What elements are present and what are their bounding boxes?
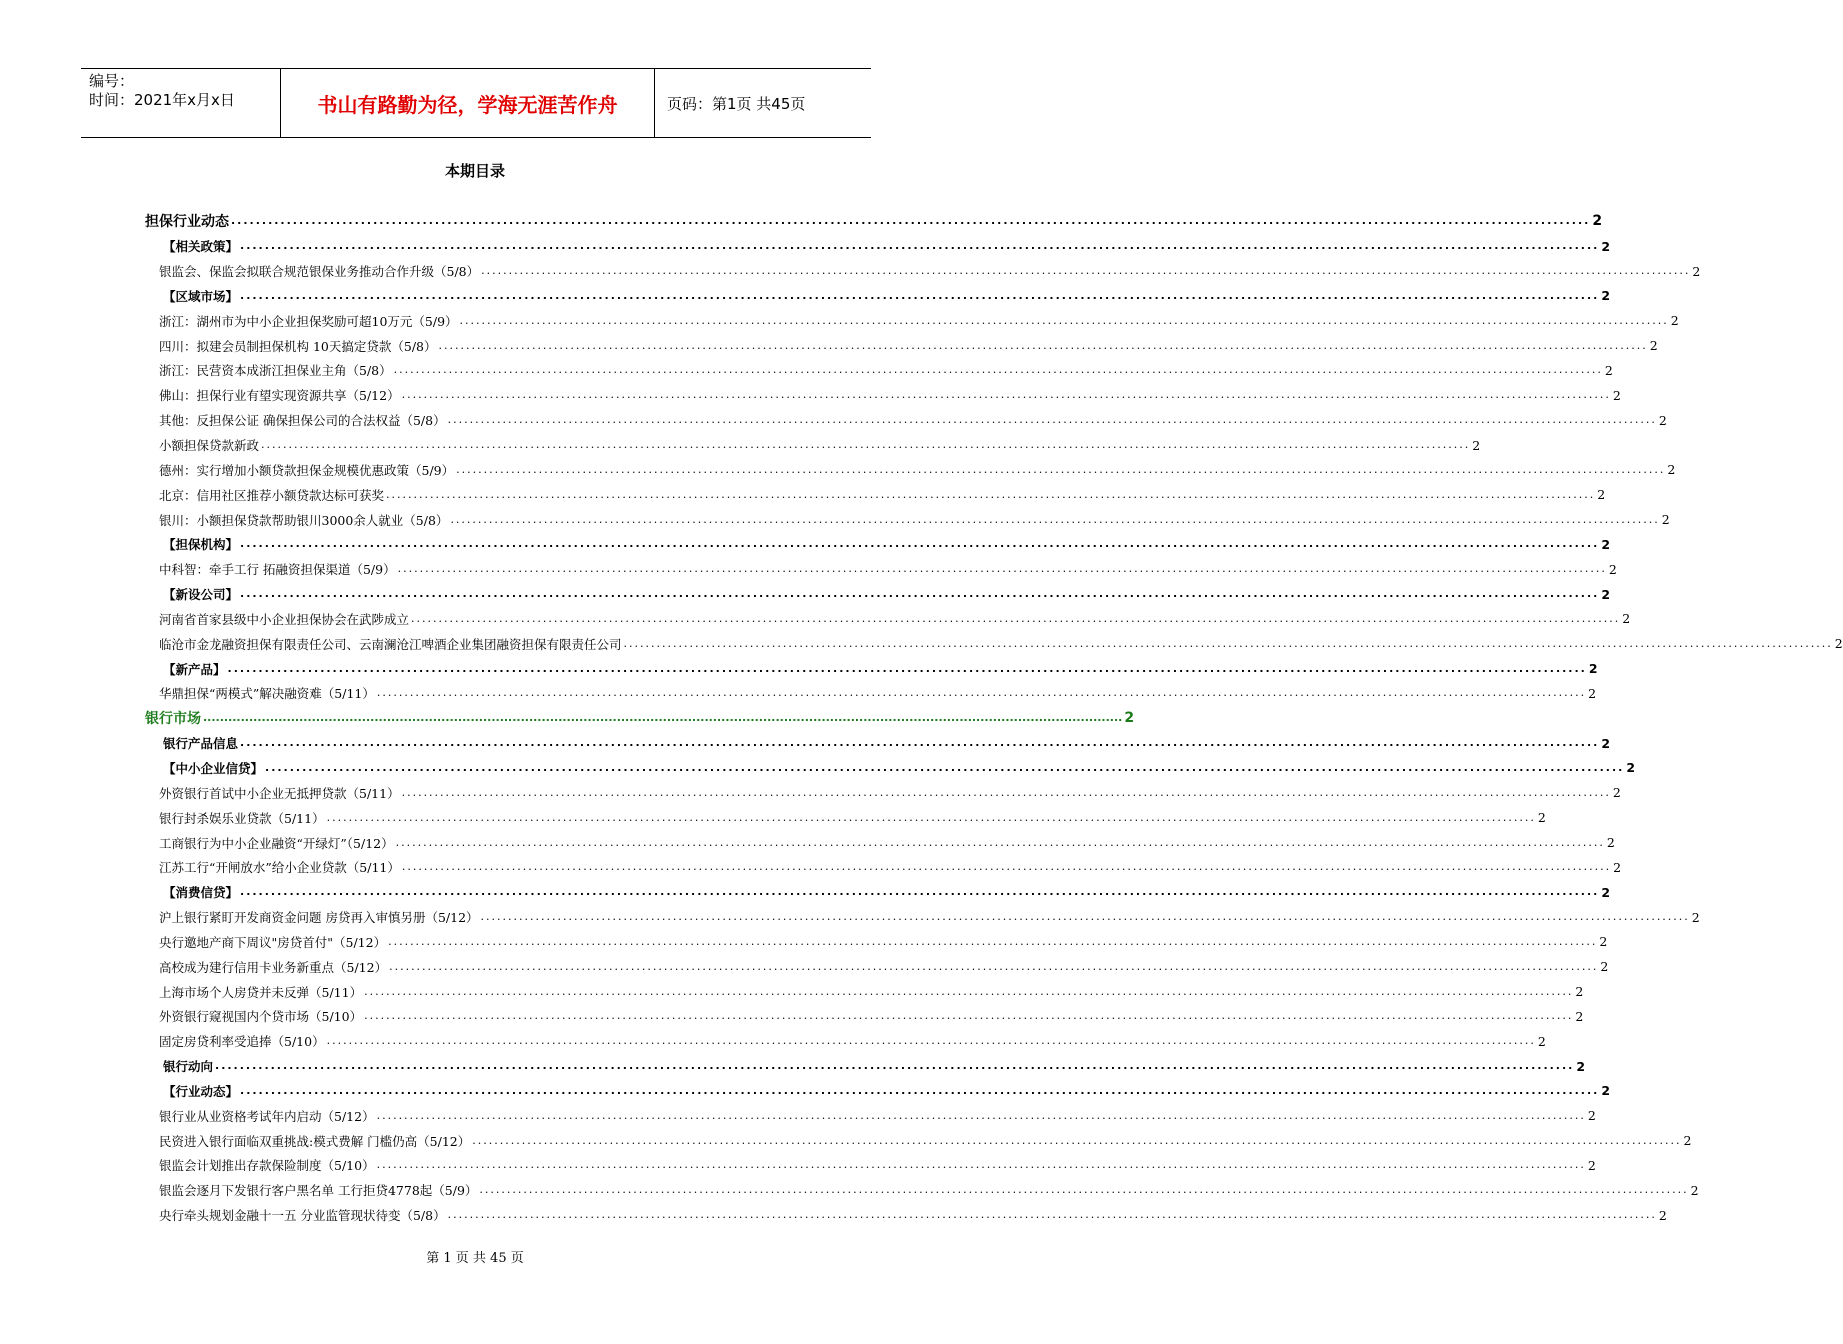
toc-leader-dots: ............................................................................................................................................................................................................................ (456, 462, 1666, 476)
toc-entry[interactable] (145, 482, 1606, 507)
toc-entry-title: 其他：反担保公证 确保担保公司的合法权益（5/8） (159, 413, 446, 429)
toc-entry[interactable] (145, 308, 1679, 333)
toc-entry-title: 浙江：湖州市为中小企业担保奖励可超10万元（5/9） (159, 313, 458, 329)
page-footer: 第 1 页 共 45 页 (426, 1251, 524, 1266)
toc-entry[interactable] (145, 756, 1636, 781)
toc-entry-page: 2 (1472, 437, 1481, 453)
toc-entry-page: 2 (1608, 561, 1617, 577)
toc-entry-page: 2 (1690, 1182, 1699, 1198)
toc-entry[interactable] (145, 284, 1611, 309)
toc-entry-page: 2 (1537, 1033, 1546, 1049)
toc-entry[interactable] (145, 1128, 1692, 1153)
toc-leader-dots: ............................................................................................................................................................................................................................ (227, 661, 1587, 675)
toc-entry-title: 固定房贷利率受追捧（5/10） (159, 1034, 325, 1050)
toc-entry[interactable] (145, 557, 1617, 582)
toc-entry-page: 2 (1601, 288, 1611, 304)
toc-leader-dots: ............................................................................................................................................................................................................................ (450, 512, 1660, 526)
serial-number-label: 编号： (89, 72, 135, 90)
toc-entry[interactable] (145, 433, 1481, 458)
toc-entry[interactable] (145, 383, 1621, 408)
header-page-info: 页码：第1页 共45页 (667, 94, 806, 113)
toc-entry[interactable] (145, 731, 1611, 756)
toc-leader-dots: ............................................................................................................................................................................................................................ (479, 1183, 1689, 1197)
toc-entry-page: 2 (1834, 636, 1843, 652)
toc-leader-dots: ............................................................................................................................................................................................................................ (364, 984, 1574, 998)
toc-leader-dots: ............................................................................................................................................................................................................................ (472, 1133, 1682, 1147)
toc-entry[interactable] (145, 905, 1700, 930)
toc-leader-dots: ............................................................................................................................................................................................................................ (240, 239, 1600, 253)
toc-leader-dots: ............................................................................................................................................................................................................................ (265, 760, 1625, 774)
toc-leader-dots: ............................................................................................................................................................................................................................ (326, 810, 1536, 824)
toc-leader-dots: ............................................................................................................................................................................................................................ (481, 264, 1691, 278)
toc-entry[interactable] (145, 532, 1611, 557)
toc-entry[interactable] (145, 805, 1546, 830)
table-of-contents (145, 209, 1843, 1228)
toc-leader-dots: ............................................................................................................................................................................................................................ (397, 562, 1607, 576)
toc-entry-page: 2 (1649, 338, 1658, 354)
header-slogan: 书山有路勤为径，学海无涯苦作舟 (281, 69, 655, 137)
toc-entry-title: 【区域市场】 (163, 288, 239, 304)
toc-entry-title: 银川：小额担保贷款帮助银川3000余人就业（5/8） (159, 512, 449, 528)
toc-entry-page: 2 (1606, 835, 1615, 851)
toc-entry-page: 2 (1587, 1157, 1596, 1173)
toc-entry[interactable] (145, 979, 1584, 1004)
toc-entry-title: 中科智：牵手工行 拓融资担保渠道（5/9） (159, 562, 396, 578)
toc-leader-dots: ............................................................................................................................................................................................................................ (438, 338, 1648, 352)
toc-entry-page: 2 (1626, 760, 1636, 776)
toc-entry-title: 银监会逐月下发银行客户黑名单 工行拒贷4778起（5/9） (159, 1183, 478, 1199)
toc-entry-title: 高校成为建行信用卡业务新重点（5/12） (159, 959, 388, 975)
toc-entry-page: 2 (1597, 487, 1606, 503)
toc-leader-dots: ............................................................................................................................................................................................................................ (401, 785, 1611, 799)
toc-entry[interactable] (145, 780, 1621, 805)
toc-entry-page: 2 (1601, 238, 1611, 254)
toc-entry[interactable] (145, 234, 1611, 259)
toc-entry-page: 2 (1600, 959, 1609, 975)
toc-entry-title: 华鼎担保“两模式”解决融资难（5/11） (159, 686, 375, 702)
toc-entry-title: 银行业从业资格考试年内启动（5/12） (159, 1108, 375, 1124)
toc-leader-dots: ............................................................................................................................................................................................................................ (231, 214, 1591, 228)
toc-entry[interactable] (145, 408, 1667, 433)
toc-leader-dots: ............................................................................................................................................................................................................................ (240, 1083, 1600, 1097)
toc-leader-dots: ............................................................................................................................................................................................................................ (261, 438, 1471, 452)
toc-entry-title: 【消费信贷】 (163, 885, 239, 901)
toc-leader-dots: ............................................................................................................................................................................................................................ (215, 1059, 1575, 1073)
toc-leader-dots: ............................................................................................................................................................................................................................ (411, 611, 1621, 625)
toc-entry-page: 2 (1658, 412, 1667, 428)
toc-leader-dots: ............................................................................................................................................................................................................................ (459, 313, 1669, 327)
toc-leader-dots: ............................................................................................................................................................................................................................ (401, 860, 1612, 874)
toc-entry-title: 银行动向 (163, 1059, 214, 1075)
toc-entry-page: 2 (1601, 735, 1611, 751)
toc-entry[interactable] (145, 830, 1615, 855)
toc-entry[interactable] (145, 1079, 1611, 1104)
toc-entry[interactable] (145, 954, 1609, 979)
toc-entry-page: 2 (1592, 213, 1603, 230)
toc-entry-page: 2 (1658, 1207, 1667, 1223)
toc-entry-page: 2 (1601, 884, 1611, 900)
toc-entry[interactable] (145, 209, 1603, 234)
toc-entry-title: 民资进入银行面临双重挑战:模式费解 门槛仍高（5/12） (159, 1133, 471, 1149)
toc-entry-title: 四川：拟建会员制担保机构 10天搞定贷款（5/8） (159, 338, 437, 354)
toc-entry-title: 外资银行窥视国内个贷市场（5/10） (159, 1009, 363, 1025)
toc-entry-title: 佛山：担保行业有望实现资源共享（5/12） (159, 388, 400, 404)
toc-entry[interactable] (145, 607, 1631, 632)
toc-entry-page: 2 (1604, 362, 1613, 378)
toc-entry-title: 银行市场 (145, 711, 201, 728)
toc-entry[interactable] (145, 259, 1701, 284)
toc-entry-title: 银行产品信息 (163, 736, 239, 752)
toc-leader-dots: ............................................................................................................................................................................................................................ (376, 1158, 1586, 1172)
toc-leader-dots: ............................................................................................................................................................................................................................ (376, 1108, 1586, 1122)
toc-entry[interactable] (145, 929, 1608, 954)
toc-entry[interactable] (145, 1054, 1586, 1079)
toc-leader-dots: ............................................................................................................................................................................................................................ (388, 934, 1598, 948)
toc-entry-page: 2 (1601, 1083, 1611, 1099)
toc-leader-dots: ............................................................................................................................................................................................................................ (240, 288, 1600, 302)
toc-entry-title: 工商银行为中小企业融资“开绿灯”（5/12） (159, 835, 394, 851)
date-label: 时间：2021年x月x日 (89, 91, 235, 109)
toc-entry[interactable] (145, 457, 1676, 482)
toc-entry-title: 小额担保贷款新政 (159, 438, 260, 454)
toc-entry-page: 2 (1601, 536, 1611, 552)
toc-leader-dots: ............................................................................................................................................................................................................................ (623, 636, 1833, 650)
page-header (81, 68, 871, 138)
toc-entry-title: 外资银行首试中小企业无抵押贷款（5/11） (159, 785, 400, 801)
toc-entry-title: 河南省首家县级中小企业担保协会在武陟成立 (159, 611, 410, 627)
toc-leader-dots: ............................................................................................................................................................................................................................ (393, 363, 1603, 377)
toc-entry-page: 2 (1683, 1133, 1692, 1149)
toc-entry[interactable] (145, 1203, 1667, 1228)
toc-leader-dots: ............................................................................................................................................................................................................................ (364, 1009, 1574, 1023)
toc-entry-page: 2 (1612, 785, 1621, 801)
toc-entry-page: 2 (1692, 263, 1701, 279)
toc-leader-dots: ............................................................................................................................................................................................................................ (447, 1208, 1657, 1222)
toc-entry[interactable] (145, 333, 1658, 358)
toc-entry-title: 临沧市金龙融资担保有限责任公司、云南澜沧江啤酒企业集团融资担保有限责任公司 (159, 636, 622, 652)
toc-entry-title: 德州：实行增加小额贷款担保金规模优惠政策（5/9） (159, 462, 455, 478)
toc-entry-page: 2 (1612, 387, 1621, 403)
toc-entry-title: 【中小企业信贷】 (163, 760, 264, 776)
toc-leader-dots: ............................................................................................................................................................................................................................ (401, 388, 1611, 402)
toc-leader-dots: ............................................................................................................................................................................................................................ (203, 711, 1123, 725)
toc-entry[interactable] (145, 1029, 1546, 1054)
toc-leader-dots: ............................................................................................................................................................................................................................ (480, 910, 1690, 924)
toc-leader-dots: ............................................................................................................................................................................................................................ (240, 587, 1600, 601)
toc-entry-title: 上海市场个人房贷并未反弹（5/11） (159, 984, 363, 1000)
toc-entry-title: 银行封杀娱乐业贷款（5/11） (159, 810, 325, 826)
toc-entry[interactable] (145, 656, 1598, 681)
toc-entry-page: 2 (1599, 934, 1608, 950)
toc-leader-dots: ............................................................................................................................................................................................................................ (240, 885, 1600, 899)
toc-entry-title: 【行业动态】 (163, 1083, 239, 1099)
toc-entry[interactable] (145, 880, 1611, 905)
toc-entry-page: 2 (1661, 512, 1670, 528)
toc-entry-page: 2 (1667, 462, 1676, 478)
header-meta (81, 69, 281, 137)
toc-entry-page: 2 (1622, 611, 1631, 627)
toc-entry[interactable] (145, 1178, 1699, 1203)
toc-leader-dots: ............................................................................................................................................................................................................................ (386, 487, 1596, 501)
toc-entry[interactable] (145, 631, 1843, 656)
toc-leader-dots: ............................................................................................................................................................................................................................ (240, 736, 1600, 750)
toc-entry[interactable] (145, 681, 1597, 706)
toc-leader-dots: ............................................................................................................................................................................................................................ (447, 413, 1657, 427)
toc-entry[interactable] (145, 507, 1670, 532)
toc-entry[interactable] (145, 1103, 1596, 1128)
toc-entry[interactable] (145, 706, 1135, 731)
toc-entry-title: 【新设公司】 (163, 587, 239, 603)
toc-entry-title: 北京：信用社区推荐小额贷款达标可获奖 (159, 487, 385, 503)
toc-entry-title: 央行牵头规划金融十一五 分业监管现状待变（5/8） (159, 1208, 446, 1224)
toc-entry-title: 担保行业动态 (145, 214, 229, 231)
toc-entry-page: 2 (1588, 661, 1598, 677)
toc-entry-title: 江苏工行“开闸放水”给小企业贷款（5/11） (159, 860, 400, 876)
toc-leader-dots: ............................................................................................................................................................................................................................ (389, 959, 1599, 973)
toc-entry-page: 2 (1670, 313, 1679, 329)
toc-entry-title: 【担保机构】 (163, 537, 239, 553)
toc-entry-title: 【相关政策】 (163, 239, 239, 255)
toc-entry-title: 沪上银行紧盯开发商资金问题 房贷再入审慎另册（5/12） (159, 910, 479, 926)
toc-entry-page: 2 (1537, 810, 1546, 826)
toc-entry-title: 浙江：民营资本成浙江担保业主角（5/8） (159, 363, 392, 379)
toc-leader-dots: ............................................................................................................................................................................................................................ (240, 537, 1600, 551)
toc-leader-dots: ............................................................................................................................................................................................................................ (376, 686, 1587, 700)
toc-entry[interactable] (145, 582, 1611, 607)
toc-entry-page: 2 (1613, 859, 1622, 875)
toc-entry-title: 【新产品】 (163, 661, 226, 677)
toc-entry-page: 2 (1575, 1008, 1584, 1024)
toc-entry-page: 2 (1576, 1058, 1586, 1074)
toc-entry[interactable] (145, 358, 1613, 383)
toc-entry-page: 2 (1691, 909, 1700, 925)
toc-entry-page: 2 (1601, 586, 1611, 602)
toc-entry-title: 银监会、保监会拟联合规范银保业务推动合作升级（5/8） (159, 264, 480, 280)
toc-entry-page: 2 (1587, 1108, 1596, 1124)
toc-leader-dots: ............................................................................................................................................................................................................................ (395, 835, 1605, 849)
toc-entry[interactable] (145, 1153, 1596, 1178)
toc-entry-page: 2 (1575, 984, 1584, 1000)
toc-title: 本期目录 (444, 162, 505, 180)
toc-entry-page: 2 (1124, 710, 1135, 727)
toc-entry[interactable] (145, 1004, 1584, 1029)
toc-entry[interactable] (145, 855, 1622, 880)
toc-entry-page: 2 (1588, 685, 1597, 701)
toc-entry-title: 银监会计划推出存款保险制度（5/10） (159, 1158, 375, 1174)
toc-leader-dots: ............................................................................................................................................................................................................................ (326, 1034, 1536, 1048)
toc-entry-title: 央行邀地产商下周议"房贷首付"（5/12） (159, 934, 387, 950)
